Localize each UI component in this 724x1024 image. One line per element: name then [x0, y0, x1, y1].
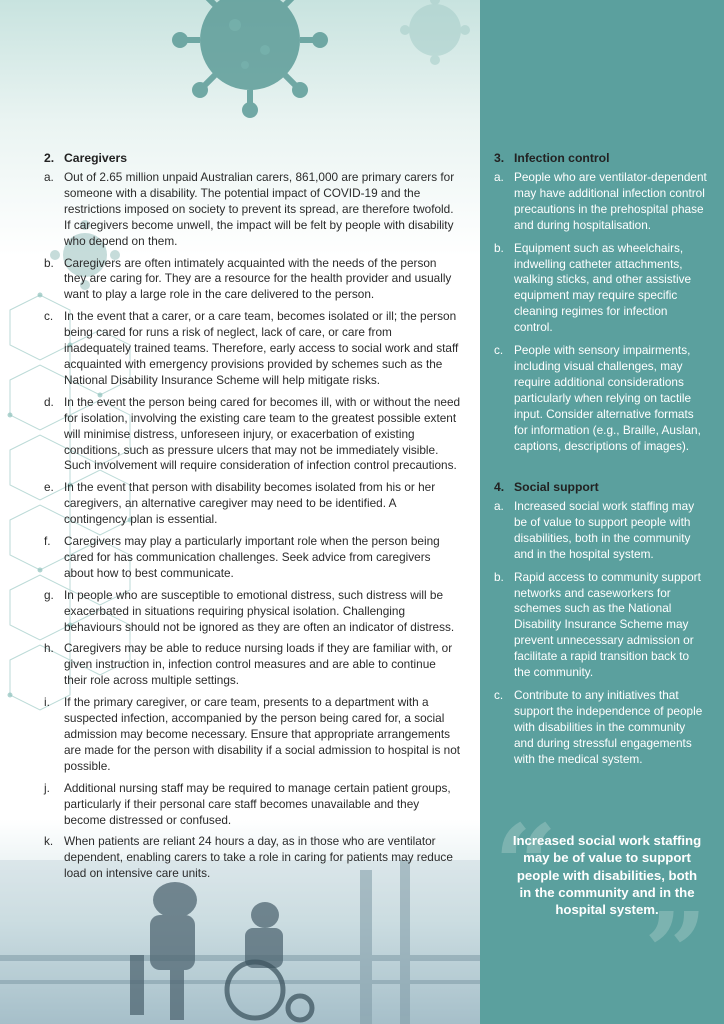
list-marker: b.	[44, 255, 54, 270]
open-quote-mark: “	[494, 800, 558, 929]
list-item-text: People who are ventilator-dependent may have additional infection control precautions in the prehospital phase and during hospitalisation.	[514, 170, 707, 232]
list-item	[44, 588, 462, 636]
list-marker: b.	[494, 569, 504, 584]
list-marker: d.	[44, 394, 54, 409]
section-title: Infection control	[514, 151, 610, 165]
list-marker: i.	[44, 695, 50, 710]
list-item-text: In the event that person with disability becomes isolated from his or her caregivers, an alternative caregiver may need to be identified. A contingency plan is essential.	[64, 480, 436, 527]
list-item	[494, 688, 708, 768]
list-item	[44, 256, 462, 304]
list-item-text: In the event that a carer, or a care team, becomes isolated or ill; the person being cared for runs a risk of neglect, lack of care, or care from inadequately trained teams. Therefore, early access to social work and staff acquainted with emergency provisions provided by schemes such as the National Disability Insurance Scheme will help mitigate risks.	[64, 309, 459, 387]
virus-illustration	[150, 0, 350, 140]
list-item-text: Contribute to any initiatives that support the independence of people with disabilities in the community and during stressful engagements with the medical system.	[514, 687, 703, 766]
list-item-text: Rapid access to community support networks and caseworkers for schemes such as the National Disability Insurance Scheme may prevent unnecessary admission or facilitate a rapid transition back to the community.	[514, 569, 701, 680]
list-item	[494, 570, 708, 681]
list-item	[494, 499, 708, 563]
section-heading-caregivers	[44, 151, 127, 165]
list-marker: g.	[44, 587, 54, 602]
list-item	[494, 241, 708, 336]
list-item-text: In people who are susceptible to emotional distress, such distress will be exacerbated in situations requiring physical isolation. Challenging behaviours should not be ignored as they are often an indicator of distress.	[64, 587, 455, 634]
virus-illustration-small	[380, 0, 480, 90]
section-number: 3.	[494, 151, 505, 165]
list-item-text: Equipment such as wheelchairs, indwelling catheter attachments, walking sticks, and other assistive equipment may require specific cleaning regimes for infection control.	[514, 240, 692, 335]
list-item-text: Out of 2.65 million unpaid Australian carers, 861,000 are primary carers for someone with a disability. The potential impact of COVID-19 and the restrictions imposed on society to prevent its spread, are therefore twofold. If caregivers become unwell, the impact will be felt by people with disability who depend on them.	[64, 170, 455, 248]
section-number: 4.	[494, 480, 505, 494]
list-item-text: In the event the person being cared for becomes ill, with or without the need for isolation, involving the existing care team to the greatest possible extent will minimise distress, unforeseen injury, or exacerbation of existing conditions, such as pressure ulcers that may not be immediately visible. Such involvement will require consideration of infection control precautions.	[64, 394, 461, 473]
list-item	[44, 695, 462, 775]
close-quote-mark: ”	[644, 888, 708, 1017]
list-item	[44, 534, 462, 582]
list-marker: c.	[44, 309, 54, 324]
list-item-text: When patients are reliant 24 hours a day, as in those who are ventilator dependent, enabling carers to take a role in caring for patients may reduce load on intensive care units.	[64, 834, 453, 881]
list-marker: a.	[44, 170, 54, 184]
list-marker: c.	[494, 343, 504, 358]
list-item	[494, 343, 708, 454]
list-marker: k.	[44, 834, 54, 849]
pull-quote-text: Increased social work staffing may be of value to support people with disabilities, both in the community and in the hospital system.	[512, 833, 702, 918]
list-item	[44, 781, 462, 829]
list-marker: c.	[494, 687, 504, 702]
list-item	[44, 834, 462, 882]
list-item	[44, 395, 462, 475]
list-item	[44, 480, 462, 528]
list-item	[44, 309, 462, 389]
list-item-text: Increased social work staffing may be of value to support people with disabilities, both in the community and in the hospital system.	[514, 499, 695, 561]
section-title: Social support	[514, 480, 599, 494]
list-item	[494, 170, 708, 234]
section-heading-infection-control	[494, 151, 609, 165]
list-marker: a.	[494, 170, 504, 184]
list-marker: f.	[44, 534, 51, 549]
section-number: 2.	[44, 151, 55, 165]
social-support-list	[494, 499, 708, 775]
list-item-text: Additional nursing staff may be required to manage certain patient groups, particularly if their personal care staff becomes unavailable and they become distressed or confused.	[64, 780, 451, 827]
list-item-text: If the primary caregiver, or care team, presents to a department with a suspected infection, accompanied by the person being cared for, a social admission may become necessary. Ensure that appropriate arrangements are made for the person with disability if a social admission to hospital is not possible.	[64, 695, 461, 773]
pull-quote	[494, 800, 716, 1017]
list-item	[44, 170, 462, 250]
caregivers-list	[44, 170, 462, 888]
list-marker: b.	[494, 240, 504, 255]
list-marker: h.	[44, 641, 54, 656]
list-item-text: People with sensory impairments, including visual challenges, may require additional considerations particularly when relying on tactile input. Consider alternative formats for information (e.g., Braille, Auslan, captions, descriptions of images).	[514, 343, 701, 453]
section-heading-social-support	[494, 480, 599, 494]
list-marker: j.	[44, 780, 50, 795]
list-item-text: Caregivers may be able to reduce nursing loads if they are familiar with, or given instruction in, infection control measures and are able to continue their role across multiple settings.	[64, 641, 453, 688]
infection-control-list	[494, 170, 708, 461]
list-marker: a.	[494, 499, 504, 513]
list-item	[44, 641, 462, 689]
list-item-text: Caregivers are often intimately acquainted with the needs of the person they are caring for. They are a resource for the health provider and usually want to play a large role in the care delivered to the person.	[64, 255, 452, 302]
section-title: Caregivers	[64, 151, 128, 165]
list-item-text: Caregivers may play a particularly important role when the person being cared for has communication challenges. Seek advice from caregivers about how to best communicate.	[64, 534, 440, 580]
list-marker: e.	[44, 480, 54, 495]
